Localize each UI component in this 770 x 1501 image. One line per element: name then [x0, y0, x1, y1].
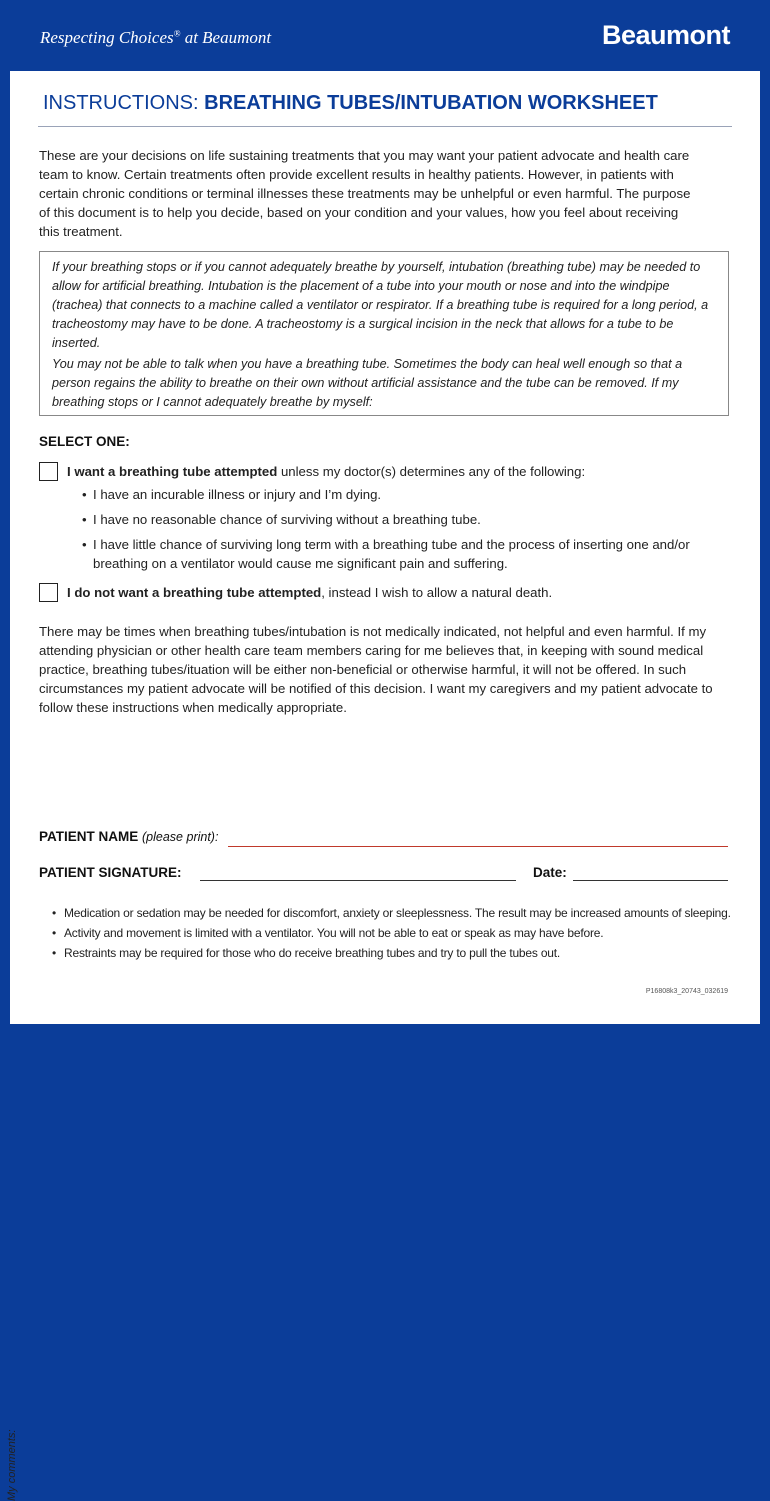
- list-item: • Medication or sedation may be needed for discomfort, anxiety or sleeplessness. The result may be increased amounts of sleeping.: [52, 903, 742, 923]
- beaumont-logo: Beaumont: [601, 20, 730, 50]
- page-title: INSTRUCTIONS: BREATHING TUBES/INTUBATION WORKSHEET: [43, 92, 658, 114]
- info-paragraph-2: You may not be able to talk when you have a breathing tube. Sometimes the body can heal well enough so that a person regains the ability to breathe on their own without artificial assistance and the tube can be removed. If my breathing stops or I cannot adequately breathe by myself:: [52, 357, 683, 409]
- patient-name-line[interactable]: [228, 846, 728, 847]
- patient-signature-line[interactable]: [200, 880, 516, 881]
- intro-paragraph: These are your decisions on life sustaining treatments that you may want your patient advocate and health care team to know. Certain treatments often provide excellent results in healthy patients. However, in patients with certain chronic conditions or terminal illnesses these treatments may be unhelpful or even harmful. The purpose of this document is to help you decide, based on your condition and your values, how you feel about receiving this treatment.: [39, 148, 691, 239]
- form-code: P16808k3_20743_032619: [645, 988, 728, 995]
- select-one-heading: SELECT ONE:: [39, 434, 130, 449]
- list-item: • Restraints may be required for those who do receive breathing tubes and try to pull the tubes out.: [52, 943, 742, 963]
- comments-area[interactable]: [6, 809, 29, 1501]
- closing-paragraph: There may be times when breathing tubes/intubation is not medically indicated, not helpful and even harmful. If my attending physician or other health care team members caring for me believes that, in keeping with sound medical practice, breathing tubes/ituation will be either non-beneficial or otherwise harmful, it will not be offered. In such circumstances my patient advocate will be notified of this decision. I want my caregivers and my patient advocate to follow these instructions when medically appropriate.: [39, 624, 713, 715]
- comments-label: My comments:: [6, 1429, 18, 1501]
- date-field: Date:: [533, 865, 567, 880]
- program-name: Respecting Choices® at Beaumont: [40, 28, 272, 47]
- ventilator-notes: [52, 903, 742, 963]
- list-item: • Activity and movement is limited with a ventilator. You will not be able to eat or speak as may have before.: [52, 923, 742, 943]
- info-paragraph-1: If your breathing stops or if you cannot adequately breathe by yourself, intubation (breathing tube) may be needed to allow for artificial breathing. Intubation is the placement of a tube into your mouth or nose and into the windpipe (trachea) that connects to a machine called a ventilator or respirator. If a breathing tube is required for a long period, a tracheostomy may have to be done. A tracheostomy is a surgical incision in the neck that allows for a tube to be inserted.: [52, 260, 709, 350]
- list-item: • I have little chance of surviving long term with a breathing tube and the process of inserting one and/or breathing on a ventilator would cause me significant pain and suffering.: [82, 535, 722, 573]
- patient-signature-field: PATIENT SIGNATURE:: [39, 865, 182, 880]
- patient-name-field: PATIENT NAME (please print):: [39, 829, 219, 844]
- list-item: • I have an incurable illness or injury and I’m dying.: [82, 485, 722, 504]
- worksheet-page: [6, 71, 760, 1501]
- no-tube-label: I do not want a breathing tube attempted, instead I wish to allow a natural death.: [67, 585, 553, 600]
- title-divider: [38, 126, 732, 127]
- no-tube-checkbox[interactable]: [39, 583, 58, 602]
- conditions-list: [82, 485, 722, 579]
- want-tube-checkbox[interactable]: [39, 462, 58, 481]
- info-box: [39, 251, 729, 416]
- date-line[interactable]: [573, 880, 728, 881]
- want-tube-label: I want a breathing tube attempted unless my doctor(s) determines any of the following:: [67, 464, 586, 479]
- list-item: • I have no reasonable chance of surviving without a breathing tube.: [82, 510, 722, 529]
